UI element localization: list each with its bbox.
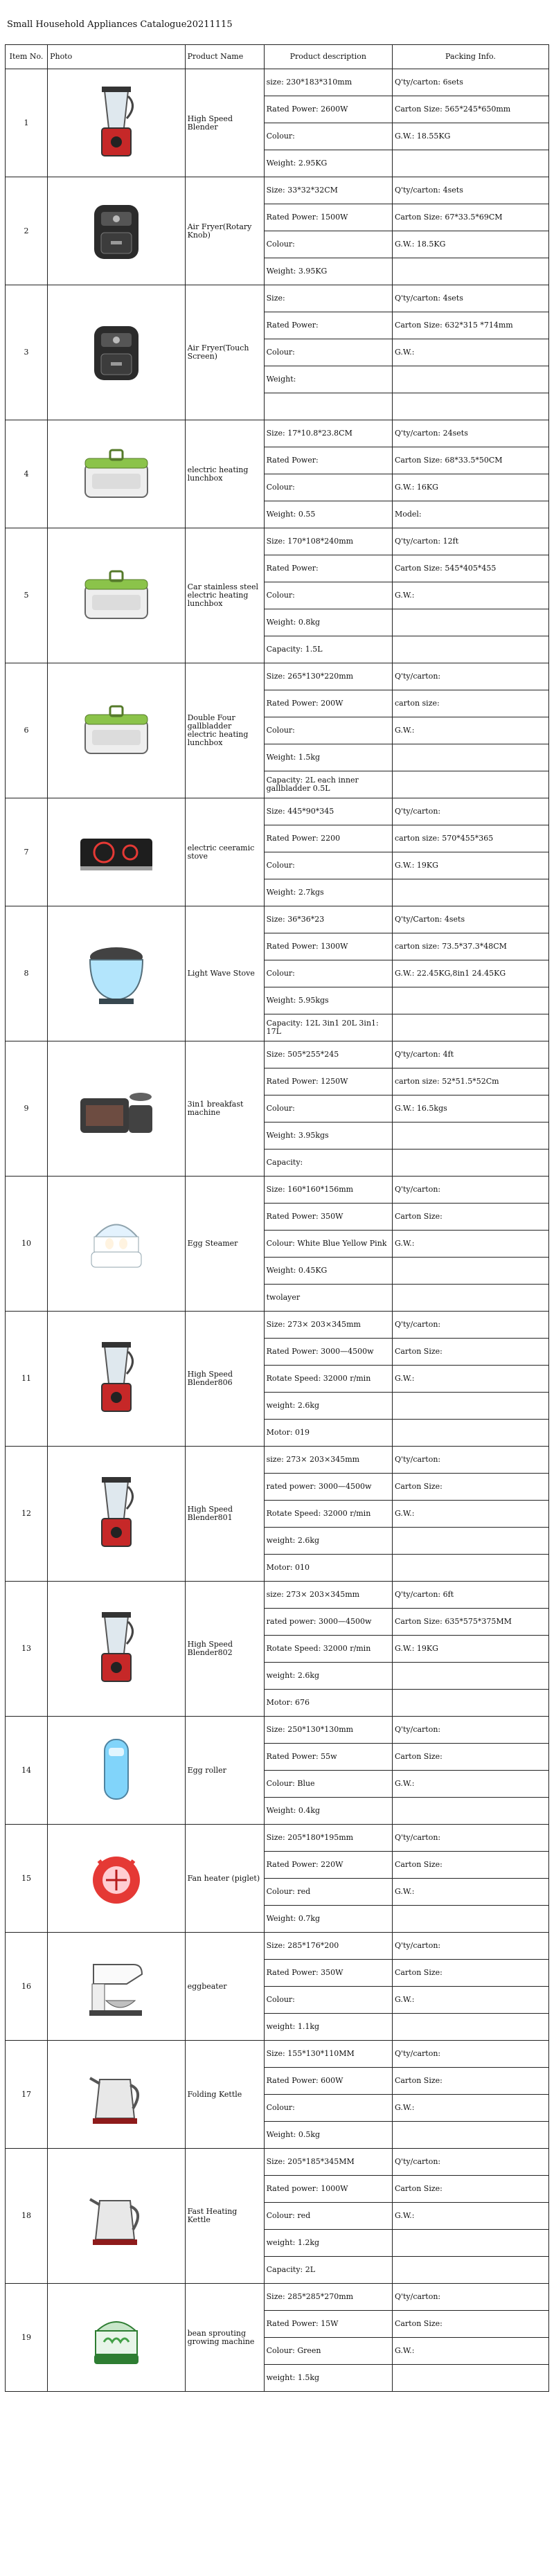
table-row xyxy=(6,798,549,825)
product-description-cell: Rated Power: xyxy=(264,555,392,582)
header-item-no: Item No. xyxy=(6,45,48,69)
packing-info-cell xyxy=(392,2365,548,2392)
product-description-cell: rated power: 3000—4500w xyxy=(264,1474,392,1501)
product-name: High Speed Blender xyxy=(185,69,264,177)
packing-info-cell xyxy=(392,609,548,636)
item-number: 2 xyxy=(6,177,48,285)
product-description-cell: size: 273× 203×345mm xyxy=(264,1582,392,1609)
item-number: 9 xyxy=(6,1041,48,1177)
mixer-icon xyxy=(64,1939,168,2034)
packing-info-cell: Carton Size: 632*315 *714mm xyxy=(392,312,548,339)
packing-info-cell: Q'ty/carton: xyxy=(392,798,548,825)
halogen-oven-icon xyxy=(64,926,168,1021)
packing-info-cell: G.W.: xyxy=(392,1879,548,1906)
packing-info-cell xyxy=(392,1690,548,1717)
packing-info-cell: G.W.: 16.5kgs xyxy=(392,1095,548,1122)
product-photo xyxy=(48,528,186,663)
product-description-cell: Colour: xyxy=(264,717,392,744)
product-description-cell: Colour: xyxy=(264,960,392,987)
packing-info-cell xyxy=(392,1906,548,1933)
packing-info-cell xyxy=(392,1150,548,1177)
packing-info-cell: Q'ty/carton: xyxy=(392,1177,548,1204)
product-description-cell: weight: 2.6kg xyxy=(264,1663,392,1690)
packing-info-cell xyxy=(392,771,548,798)
product-description-cell: Colour: xyxy=(264,582,392,609)
product-description-cell: Colour: red xyxy=(264,1879,392,1906)
packing-info-cell: Q'ty/carton: 4sets xyxy=(392,177,548,204)
header-photo: Photo xyxy=(48,45,186,69)
packing-info-cell: G.W.: 18.55KG xyxy=(392,123,548,150)
product-description-cell: Size: xyxy=(264,285,392,312)
product-description-cell: Colour: White Blue Yellow Pink xyxy=(264,1231,392,1258)
product-description-cell: Rated power: 1000W xyxy=(264,2176,392,2203)
product-description-cell: twolayer xyxy=(264,1285,392,1312)
packing-info-cell xyxy=(392,2014,548,2041)
packing-info-cell: Carton Size: xyxy=(392,2068,548,2095)
packing-info-cell: Q'ty/carton: 4sets xyxy=(392,285,548,312)
product-description-cell: Capacity: 12L 3in1 20L 3in1: 17L xyxy=(264,1014,392,1041)
product-description-cell: weight: 1.2kg xyxy=(264,2230,392,2257)
packing-info-cell: Carton Size: 545*405*455 xyxy=(392,555,548,582)
product-photo xyxy=(48,1825,186,1933)
product-description-cell: Motor: 019 xyxy=(264,1420,392,1447)
item-number: 18 xyxy=(6,2149,48,2284)
product-name: Egg roller xyxy=(185,1717,264,1825)
packing-info-cell: Carton Size: xyxy=(392,1339,548,1366)
packing-info-cell xyxy=(392,879,548,906)
packing-info-cell: Q'ty/carton: xyxy=(392,1717,548,1744)
stove-icon xyxy=(64,805,168,900)
packing-info-cell xyxy=(392,1798,548,1825)
product-description-cell: Motor: 676 xyxy=(264,1690,392,1717)
product-description-cell: Colour: xyxy=(264,1095,392,1122)
product-description-cell: Rated Power: 220W xyxy=(264,1852,392,1879)
table-row xyxy=(6,1177,549,1204)
fan-heater-icon xyxy=(64,1831,168,1926)
egg-roller-icon xyxy=(64,1723,168,1818)
product-description-cell: Rated Power: 2600W xyxy=(264,96,392,123)
item-number: 7 xyxy=(6,798,48,906)
product-description-cell: Colour: Blue xyxy=(264,1771,392,1798)
packing-info-cell xyxy=(392,744,548,771)
product-description-cell: Size: 205*180*195mm xyxy=(264,1825,392,1852)
packing-info-cell xyxy=(392,1285,548,1312)
table-row xyxy=(6,1041,549,1068)
packing-info-cell: Carton Size: 67*33.5*69CM xyxy=(392,204,548,231)
product-name: Fast Heating Kettle xyxy=(185,2149,264,2284)
packing-info-cell: Carton Size: 68*33.5*50CM xyxy=(392,447,548,474)
product-name: Fan heater (piglet) xyxy=(185,1825,264,1933)
lunchbox-icon xyxy=(64,548,168,643)
packing-info-cell: carton size: 52*51.5*52Cm xyxy=(392,1068,548,1095)
packing-info-cell xyxy=(392,1555,548,1582)
product-description-cell: Motor: 010 xyxy=(264,1555,392,1582)
packing-info-cell: Q'ty/carton: xyxy=(392,1312,548,1339)
product-description-cell: weight: 2.6kg xyxy=(264,1393,392,1420)
table-row xyxy=(6,1312,549,1339)
packing-info-cell xyxy=(392,1014,548,1041)
packing-info-cell: Q'ty/carton: 12ft xyxy=(392,528,548,555)
packing-info-cell xyxy=(392,393,548,420)
packing-info-cell xyxy=(392,1393,548,1420)
packing-info-cell: G.W.: xyxy=(392,1231,548,1258)
packing-info-cell: Q'ty/carton: xyxy=(392,1933,548,1960)
product-description-cell: Rated Power: 350W xyxy=(264,1960,392,1987)
packing-info-cell: Carton Size: xyxy=(392,1744,548,1771)
packing-info-cell: G.W.: 18.5KG xyxy=(392,231,548,258)
blender-icon xyxy=(64,1466,168,1562)
product-photo xyxy=(48,420,186,528)
table-row xyxy=(6,177,549,204)
packing-info-cell: Carton Size: xyxy=(392,2311,548,2338)
product-name: Car stainless steel electric heating lunchbox xyxy=(185,528,264,663)
product-description-cell: Size: 36*36*23 xyxy=(264,906,392,933)
product-description-cell: Weight: xyxy=(264,366,392,393)
packing-info-cell: G.W.: 19KG xyxy=(392,852,548,879)
product-description-cell: Rated Power: 1250W xyxy=(264,1068,392,1095)
product-description-cell: Rotate Speed: 32000 r/min xyxy=(264,1501,392,1528)
packing-info-cell: Q'ty/Carton: 4sets xyxy=(392,906,548,933)
product-description-cell: Size: 155*130*110MM xyxy=(264,2041,392,2068)
lunchbox-icon xyxy=(64,683,168,778)
packing-info-cell: Model: xyxy=(392,501,548,528)
packing-info-cell: G.W.: xyxy=(392,1771,548,1798)
product-photo xyxy=(48,663,186,798)
item-number: 11 xyxy=(6,1312,48,1447)
product-description-cell: Rated Power: 600W xyxy=(264,2068,392,2095)
packing-info-cell xyxy=(392,1663,548,1690)
product-photo xyxy=(48,2149,186,2284)
table-row xyxy=(6,663,549,690)
kettle-icon xyxy=(64,2047,168,2143)
product-photo xyxy=(48,1717,186,1825)
product-description-cell xyxy=(264,393,392,420)
item-number: 3 xyxy=(6,285,48,420)
packing-info-cell: G.W.: xyxy=(392,1366,548,1393)
product-description-cell: Capacity: 2L each inner gallbladder 0.5L xyxy=(264,771,392,798)
table-row xyxy=(6,420,549,447)
packing-info-cell: Carton Size: xyxy=(392,2176,548,2203)
packing-info-cell: Carton Size: 635*575*375MM xyxy=(392,1609,548,1636)
packing-info-cell: Q'ty/carton: 6ft xyxy=(392,1582,548,1609)
product-description-cell: Size: 505*255*245 xyxy=(264,1041,392,1068)
product-name: Egg Steamer xyxy=(185,1177,264,1312)
packing-info-cell xyxy=(392,1528,548,1555)
item-number: 13 xyxy=(6,1582,48,1717)
product-photo xyxy=(48,906,186,1041)
packing-info-cell: G.W.: xyxy=(392,1501,548,1528)
packing-info-cell: Carton Size: xyxy=(392,1204,548,1231)
breakfast-machine-icon xyxy=(64,1061,168,1156)
product-description-cell: Weight: 0.7kg xyxy=(264,1906,392,1933)
item-number: 6 xyxy=(6,663,48,798)
table-row xyxy=(6,1825,549,1852)
product-photo xyxy=(48,798,186,906)
product-photo xyxy=(48,1041,186,1177)
air-fryer-icon xyxy=(64,305,168,400)
table-row xyxy=(6,528,549,555)
product-description-cell: Weight: 1.5kg xyxy=(264,744,392,771)
product-description-cell: Rated Power: 55w xyxy=(264,1744,392,1771)
packing-info-cell xyxy=(392,2122,548,2149)
packing-info-cell: Q'ty/carton: 24sets xyxy=(392,420,548,447)
table-row xyxy=(6,2041,549,2068)
air-fryer-icon xyxy=(64,184,168,279)
packing-info-cell xyxy=(392,987,548,1014)
product-photo xyxy=(48,2041,186,2149)
packing-info-cell: Carton Size: xyxy=(392,1852,548,1879)
product-description-cell: Colour: xyxy=(264,1987,392,2014)
item-number: 19 xyxy=(6,2284,48,2392)
header-packing-info: Packing Info. xyxy=(392,45,548,69)
packing-info-cell: Q'ty/carton: 6sets xyxy=(392,69,548,96)
item-number: 8 xyxy=(6,906,48,1041)
packing-info-cell: Q'ty/carton: xyxy=(392,1825,548,1852)
product-description-cell: Weight: 3.95KG xyxy=(264,258,392,285)
table-row xyxy=(6,1582,549,1609)
product-description-cell: Size: 285*285*270mm xyxy=(264,2284,392,2311)
product-description-cell: Size: 160*160*156mm xyxy=(264,1177,392,1204)
product-description-cell: Rotate Speed: 32000 r/min xyxy=(264,1366,392,1393)
product-name: bean sprouting growing machine xyxy=(185,2284,264,2392)
product-description-cell: Rated Power: 3000—4500w xyxy=(264,1339,392,1366)
blender-icon xyxy=(64,1601,168,1697)
table-row xyxy=(6,1717,549,1744)
packing-info-cell: carton size: xyxy=(392,690,548,717)
product-description-cell: Weight: 5.95kgs xyxy=(264,987,392,1014)
item-number: 1 xyxy=(6,69,48,177)
product-name: Air Fryer(Touch Screen) xyxy=(185,285,264,420)
product-description-cell: rated power: 3000—4500w xyxy=(264,1609,392,1636)
product-description-cell: Size: 33*32*32CM xyxy=(264,177,392,204)
product-description-cell: Size: 273× 203×345mm xyxy=(264,1312,392,1339)
product-name: Folding Kettle xyxy=(185,2041,264,2149)
packing-info-cell xyxy=(392,366,548,393)
packing-info-cell xyxy=(392,2230,548,2257)
packing-info-cell: Q'ty/carton: 4ft xyxy=(392,1041,548,1068)
item-number: 14 xyxy=(6,1717,48,1825)
packing-info-cell: carton size: 570*455*365 xyxy=(392,825,548,852)
product-name: electric heating lunchbox xyxy=(185,420,264,528)
product-name: 3in1 breakfast machine xyxy=(185,1041,264,1177)
product-name: Light Wave Stove xyxy=(185,906,264,1041)
packing-info-cell: G.W.: 22.45KG,8in1 24.45KG xyxy=(392,960,548,987)
product-description-cell: Capacity: 2L xyxy=(264,2257,392,2284)
packing-info-cell: G.W.: xyxy=(392,582,548,609)
product-description-cell: Colour: xyxy=(264,852,392,879)
product-description-cell: Colour: xyxy=(264,231,392,258)
product-description-cell: Size: 285*176*200 xyxy=(264,1933,392,1960)
product-description-cell: Colour: xyxy=(264,339,392,366)
packing-info-cell xyxy=(392,150,548,177)
product-description-cell: Colour: xyxy=(264,474,392,501)
product-description-cell: Colour: xyxy=(264,2095,392,2122)
product-description-cell: Size: 250*130*130mm xyxy=(264,1717,392,1744)
item-number: 17 xyxy=(6,2041,48,2149)
packing-info-cell xyxy=(392,258,548,285)
packing-info-cell xyxy=(392,636,548,663)
product-description-cell: Weight: 0.45KG xyxy=(264,1258,392,1285)
product-photo xyxy=(48,1447,186,1582)
product-name: High Speed Blender801 xyxy=(185,1447,264,1582)
product-name: Double Four gallbladder electric heating lunchbox xyxy=(185,663,264,798)
packing-info-cell: Q'ty/carton: xyxy=(392,2041,548,2068)
blender-icon xyxy=(64,1331,168,1426)
product-description-cell: Size: 170*108*240mm xyxy=(264,528,392,555)
catalogue-table xyxy=(5,44,549,2392)
product-description-cell: Colour: red xyxy=(264,2203,392,2230)
product-description-cell: Capacity: 1.5L xyxy=(264,636,392,663)
item-number: 10 xyxy=(6,1177,48,1312)
product-description-cell: weight: 1.1kg xyxy=(264,2014,392,2041)
packing-info-cell: Carton Size: xyxy=(392,1960,548,1987)
product-photo xyxy=(48,285,186,420)
table-row xyxy=(6,285,549,312)
product-photo xyxy=(48,1933,186,2041)
product-name: High Speed Blender806 xyxy=(185,1312,264,1447)
product-description-cell: Rated Power: 15W xyxy=(264,2311,392,2338)
item-number: 4 xyxy=(6,420,48,528)
product-description-cell: Rated Power: 2200 xyxy=(264,825,392,852)
product-description-cell: Rated Power: xyxy=(264,312,392,339)
header-row xyxy=(6,45,549,69)
packing-info-cell: Q'ty/carton: xyxy=(392,1447,548,1474)
product-description-cell: weight: 1.5kg xyxy=(264,2365,392,2392)
product-description-cell: size: 230*183*310mm xyxy=(264,69,392,96)
product-description-cell: Size: 205*185*345MM xyxy=(264,2149,392,2176)
packing-info-cell xyxy=(392,1420,548,1447)
product-photo xyxy=(48,177,186,285)
product-description-cell: Weight: 0.8kg xyxy=(264,609,392,636)
product-description-cell: Rated Power: 350W xyxy=(264,1204,392,1231)
packing-info-cell: G.W.: xyxy=(392,1987,548,2014)
product-description-cell: size: 273× 203×345mm xyxy=(264,1447,392,1474)
product-description-cell: Size: 17*10.8*23.8CM xyxy=(264,420,392,447)
product-description-cell: Colour: xyxy=(264,123,392,150)
product-photo xyxy=(48,1312,186,1447)
product-description-cell: Rotate Speed: 32000 r/min xyxy=(264,1636,392,1663)
table-row xyxy=(6,2284,549,2311)
product-name: High Speed Blender802 xyxy=(185,1582,264,1717)
item-number: 12 xyxy=(6,1447,48,1582)
table-row xyxy=(6,906,549,933)
packing-info-cell: Carton Size: xyxy=(392,1474,548,1501)
packing-info-cell: G.W.: xyxy=(392,339,548,366)
table-row xyxy=(6,1933,549,1960)
item-number: 16 xyxy=(6,1933,48,2041)
packing-info-cell: carton size: 73.5*37.3*48CM xyxy=(392,933,548,960)
product-description-cell: Weight: 0.4kg xyxy=(264,1798,392,1825)
packing-info-cell: G.W.: xyxy=(392,2095,548,2122)
product-description-cell: Weight: 0.55 xyxy=(264,501,392,528)
product-description-cell: Size: 445*90*345 xyxy=(264,798,392,825)
product-description-cell: Weight: 2.95KG xyxy=(264,150,392,177)
product-description-cell: Capacity: xyxy=(264,1150,392,1177)
table-row xyxy=(6,69,549,96)
table-row xyxy=(6,2149,549,2176)
item-number: 15 xyxy=(6,1825,48,1933)
product-description-cell: Weight: 3.95kgs xyxy=(264,1122,392,1150)
packing-info-cell: Carton Size: 565*245*650mm xyxy=(392,96,548,123)
packing-info-cell: G.W.: 19KG xyxy=(392,1636,548,1663)
packing-info-cell: Q'ty/carton: xyxy=(392,2149,548,2176)
sprouter-icon xyxy=(64,2290,168,2386)
kettle-icon xyxy=(64,2168,168,2264)
packing-info-cell: Q'ty/carton: xyxy=(392,663,548,690)
packing-info-cell xyxy=(392,2257,548,2284)
product-photo xyxy=(48,2284,186,2392)
table-row xyxy=(6,1447,549,1474)
catalogue-title: Small Household Appliances Catalogue20211115 xyxy=(7,19,233,30)
product-description-cell: Rated Power: 1500W xyxy=(264,204,392,231)
catalogue-rows xyxy=(6,69,549,2392)
packing-info-cell: Q'ty/carton: xyxy=(392,2284,548,2311)
product-description-cell: Rated Power: xyxy=(264,447,392,474)
product-name: electric ceeramic stove xyxy=(185,798,264,906)
product-photo xyxy=(48,69,186,177)
lunchbox-icon xyxy=(64,427,168,522)
packing-info-cell: G.W.: xyxy=(392,2338,548,2365)
product-description-cell: Rated Power: 200W xyxy=(264,690,392,717)
product-description-cell: Weight: 0.5kg xyxy=(264,2122,392,2149)
packing-info-cell: G.W.: xyxy=(392,717,548,744)
product-description-cell: weight: 2.6kg xyxy=(264,1528,392,1555)
packing-info-cell xyxy=(392,1258,548,1285)
blender-icon xyxy=(64,75,168,171)
header-product-name: Product Name xyxy=(185,45,264,69)
product-photo xyxy=(48,1177,186,1312)
packing-info-cell: G.W.: 16KG xyxy=(392,474,548,501)
packing-info-cell xyxy=(392,1122,548,1150)
product-description-cell: Size: 265*130*220mm xyxy=(264,663,392,690)
product-description-cell: Rated Power: 1300W xyxy=(264,933,392,960)
product-name: Air Fryer(Rotary Knob) xyxy=(185,177,264,285)
packing-info-cell: G.W.: xyxy=(392,2203,548,2230)
product-description-cell: Weight: 2.7kgs xyxy=(264,879,392,906)
product-name: eggbeater xyxy=(185,1933,264,2041)
header-product-description: Product description xyxy=(264,45,392,69)
product-photo xyxy=(48,1582,186,1717)
egg-steamer-icon xyxy=(64,1196,168,1291)
product-description-cell: Colour: Green xyxy=(264,2338,392,2365)
item-number: 5 xyxy=(6,528,48,663)
